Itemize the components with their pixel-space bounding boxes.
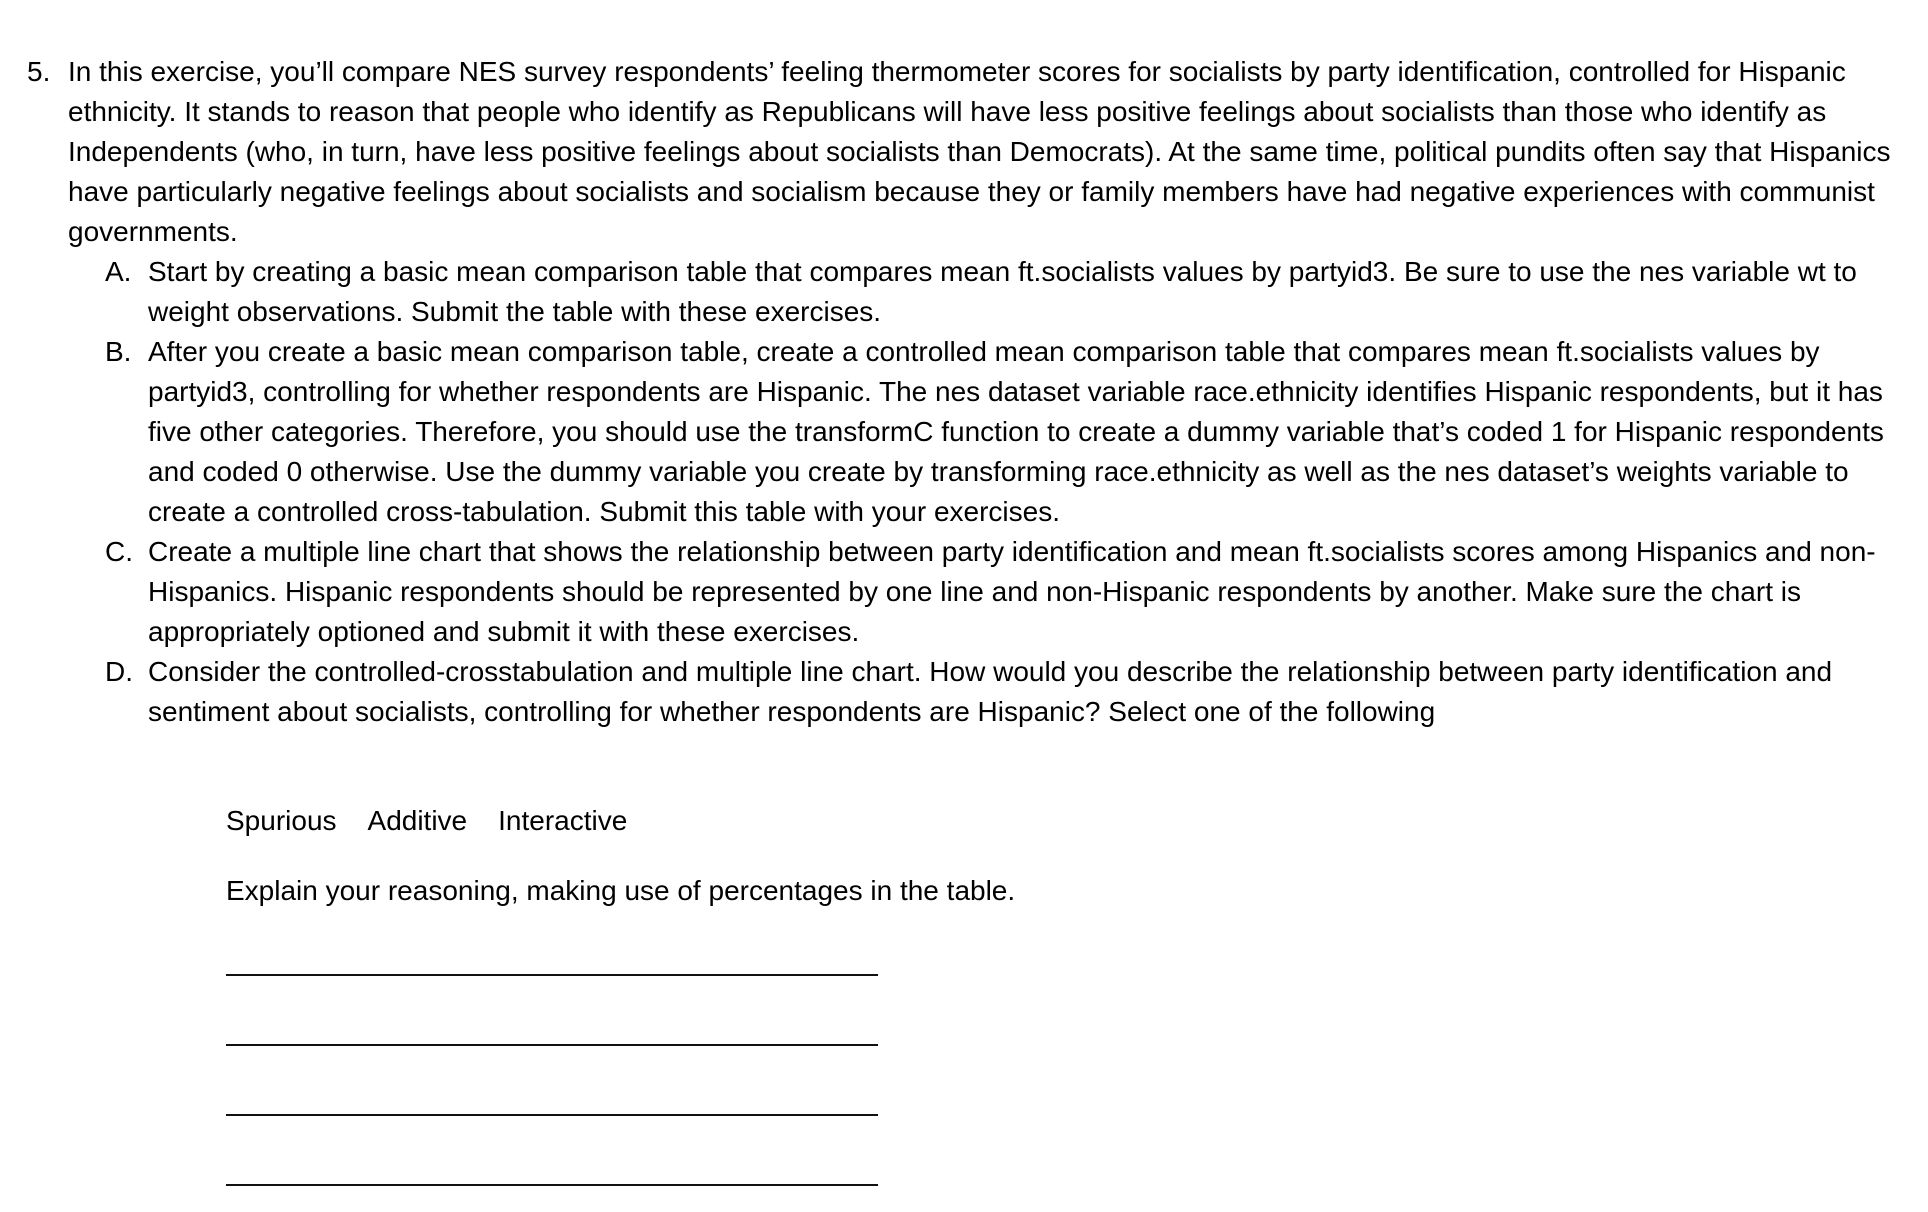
item-b-text: After you create a basic mean comparison table, create a controlled mean comparison table that compares mean ft.socialists values by partyid3, controlling for whether respondents are Hispanic. The nes dataset variable race.ethnicity identifies Hispanic respondents, but it has five other categories. Therefore, you should use the transformC function to create a dummy variable that’s coded 1 for Hispanic respondents and coded 0 otherwise. Use the dummy variable you create by transforming race.ethnicity as well as the nes dataset’s weights variable to create a controlled cross-tabulation. Submit this table with your exercises. — [148, 336, 1884, 527]
exercise-item-d — [105, 652, 1920, 732]
option-additive[interactable]: Additive — [367, 805, 468, 836]
answer-block — [226, 801, 1920, 1186]
exercise-number: 5. — [27, 56, 51, 87]
explain-prompt: Explain your reasoning, making use of percentages in the table. — [226, 875, 1016, 906]
exercise-item-a — [105, 252, 1920, 332]
item-b-letter: B. — [105, 336, 132, 367]
answer-line-2[interactable] — [226, 976, 878, 1046]
item-a-text: Start by creating a basic mean comparison table that compares mean ft.socialists values by partyid3. Be sure to use the nes variable wt to weight observations. Submit the table with these exercises. — [148, 256, 1857, 327]
exercise-item-b — [105, 332, 1920, 532]
option-interactive[interactable]: Interactive — [498, 805, 628, 836]
exercise-intro-text: In this exercise, you’ll compare NES survey respondents’ feeling thermometer scores for socialists by party identification, controlled for Hispanic ethnicity. It stands to reason that people who identify as Republicans will have less positive feelings about socialists than those who identify as Independents (who, in turn, have less positive feelings about socialists than Democrats). At the same time, political pundits often say that Hispanics have particularly negative feelings about socialists and socialism because they or family members have had negative experiences with communist governments. — [68, 56, 1891, 247]
item-a-letter: A. — [105, 256, 132, 287]
answer-lines — [226, 911, 878, 1186]
item-d-text: Consider the controlled-crosstabulation and multiple line chart. How would you describe the relationship between party identification and sentiment about socialists, controlling for whether respondents are Hispanic? Select one of the following — [148, 656, 1833, 727]
option-spurious[interactable]: Spurious — [226, 805, 337, 836]
exercise-item-c — [105, 532, 1920, 652]
answer-line-3[interactable] — [226, 1046, 878, 1116]
item-c-letter: C. — [105, 536, 133, 567]
answer-line-4[interactable] — [226, 1116, 878, 1186]
item-c-text: Create a multiple line chart that shows the relationship between party identification and mean ft.socialists scores among Hispanics and non-Hispanics. Hispanic respondents should be represented by one line and non-Hispanic respondents by another. Make sure the chart is appropriately optioned and submit it with these exercises. — [148, 536, 1876, 647]
exercise-sublist — [105, 252, 1920, 732]
exercise-intro-row — [27, 52, 1920, 252]
answer-line-1[interactable] — [226, 911, 878, 976]
item-d-letter: D. — [105, 656, 133, 687]
answer-options — [226, 801, 1920, 841]
